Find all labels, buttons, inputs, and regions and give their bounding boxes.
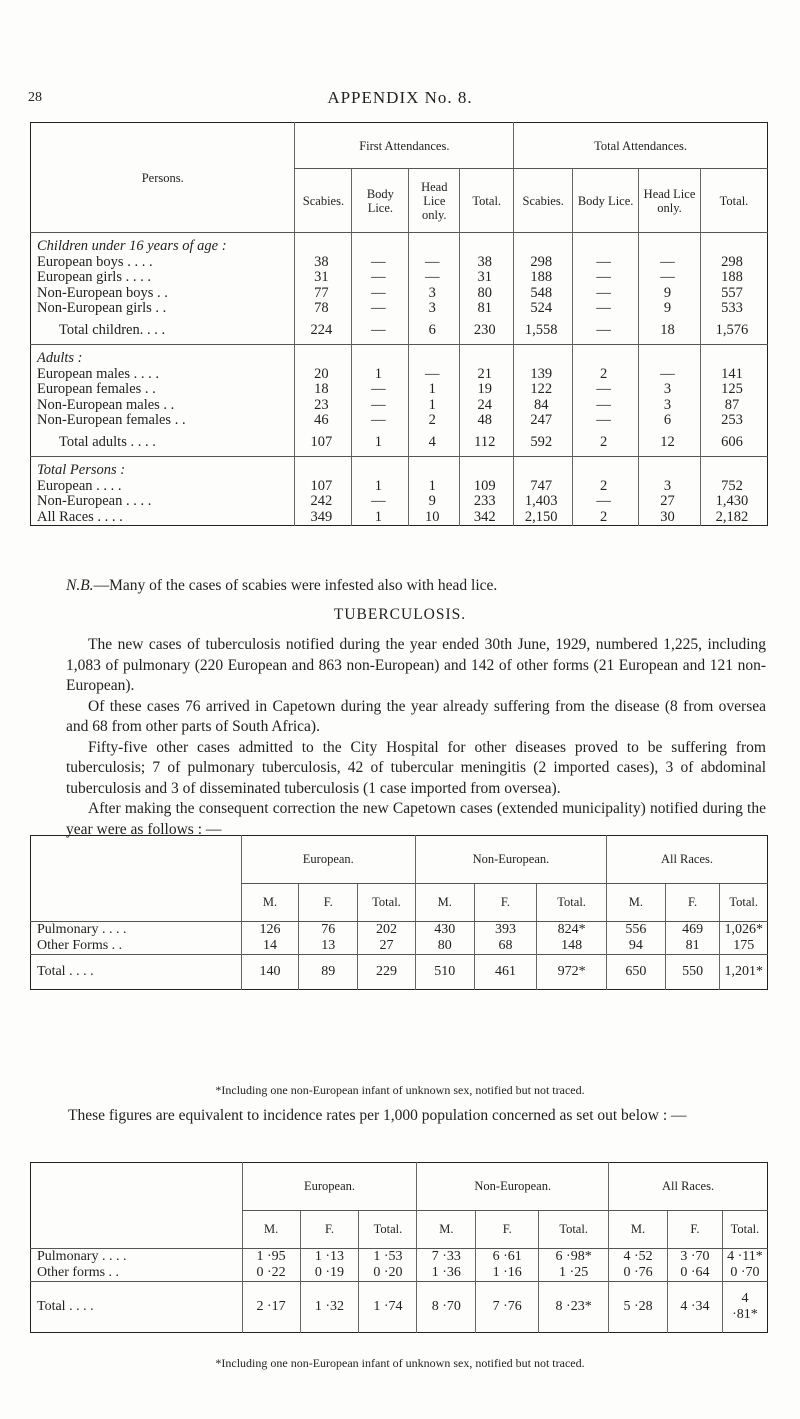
col-header: M. [417,1211,476,1249]
table-row [31,955,768,990]
cell-value: — [352,398,409,414]
cell-value: 1,576 [700,317,767,345]
cell-value: 10 [409,510,460,526]
col-header: Total. [359,1211,417,1249]
cell-value: 141 [700,367,767,383]
cell-value: 242 [295,494,352,510]
cell-value: — [573,494,639,510]
cell-value: 18 [295,382,352,398]
cell-value: 349 [295,510,352,526]
scabies-attendance-table [30,122,768,526]
nb-text: —Many of the cases of scabies were infested also with head lice. [93,577,498,594]
cell-value: 3 ·70 [668,1249,723,1266]
col-header: Body Lice. [573,169,639,233]
group-header: All Races. [609,1163,768,1211]
col-header: M. [241,884,299,922]
group-header: European. [241,836,415,884]
cell-value: 229 [358,955,416,990]
col-header: Total. [700,169,767,233]
section-title: Children under 16 years of age : [37,238,227,254]
cell-value: 1,558 [514,317,573,345]
table-row [31,510,768,526]
cell-value: 1,026* [720,922,768,939]
cell-value: 0 ·19 [300,1265,359,1282]
cell-value: 81 [665,938,720,955]
col-header: Body Lice. [352,169,409,233]
cell-value: 87 [700,398,767,414]
cell-value: 31 [295,270,352,286]
cell-value: 1 ·74 [359,1282,417,1333]
table-row [31,286,768,302]
cell-value: 3 [409,286,460,302]
section-title: Adults : [37,350,83,366]
section-row [31,345,768,367]
cell-value: 0 ·64 [668,1265,723,1282]
page-header [0,88,800,112]
col-header: F. [665,884,720,922]
col-header: M. [242,1211,300,1249]
cell-value: 188 [700,270,767,286]
cell-value: 0 ·70 [722,1265,767,1282]
row-label: Non-European boys . . [37,284,168,301]
table-row [31,270,768,286]
cell-value: 18 [639,317,701,345]
col-header: Head Lice only. [409,169,460,233]
table-row [31,922,768,939]
incidence-rates-table [30,1162,768,1333]
cell-value: 1,201* [720,955,768,990]
cell-value: 2,150 [514,510,573,526]
col-header: M. [609,1211,668,1249]
table-row [31,938,768,955]
cell-value: 1 [352,367,409,383]
cell-value: — [639,367,701,383]
cell-value: 78 [295,301,352,317]
rates-intro [46,1106,766,1127]
row-label: Total . . . . [31,1282,243,1333]
cell-value: 253 [700,413,767,429]
persons-header: Persons. [31,123,295,233]
cell-value: 233 [460,494,514,510]
row-label: Non-European females . . [37,412,186,428]
cell-value: 1,403 [514,494,573,510]
cell-value: — [573,413,639,429]
row-label: Other Forms . . [37,938,123,953]
cell-value: 1 [352,510,409,526]
cell-value: 9 [639,286,701,302]
page-number: 28 [28,90,42,105]
row-label: All Races . . . . [37,508,123,525]
cell-value: 6 ·61 [476,1249,539,1266]
cell-value: 4 ·52 [609,1249,668,1266]
col-header: Total. [720,884,768,922]
cell-value: 6 ·98* [539,1249,609,1266]
cell-value: 27 [358,938,416,955]
cell-value: 12 [639,429,701,457]
cell-value: 68 [474,938,537,955]
cell-value: 24 [460,398,514,414]
tuberculosis-cases-table [30,835,768,990]
cell-value: 1 [409,479,460,495]
cell-value: — [409,367,460,383]
row-label: Non-European . . . . [37,493,152,509]
cell-value: — [573,398,639,414]
cell-value: 824* [537,922,607,939]
cell-value: 125 [700,382,767,398]
cell-value: 298 [514,255,573,271]
group-header: Non-European. [417,1163,609,1211]
cell-value: 107 [295,479,352,495]
cell-value: 1 ·25 [539,1265,609,1282]
cell-value: — [352,270,409,286]
cell-value: 224 [295,317,352,345]
col-header: Scabies. [514,169,573,233]
paragraph: Of these cases 76 arrived in Capetown during the year already suffering from the disease (8 from oversea and 68 from other parts of South Africa). [66,697,766,735]
cell-value: 107 [295,429,352,457]
page-title: APPENDIX No. 8. [327,88,473,107]
cell-value: — [352,413,409,429]
cell-value: 461 [474,955,537,990]
cell-value: 122 [514,382,573,398]
col-header: Total. [537,884,607,922]
cell-value: 8 ·23* [539,1282,609,1333]
cell-value: 247 [514,413,573,429]
cell-value: 752 [700,479,767,495]
section-row [31,233,768,255]
cell-value: 4 ·81* [722,1282,767,1333]
col-header: Total. [539,1211,609,1249]
cell-value: — [573,255,639,271]
cell-value: 175 [720,938,768,955]
table-row [31,1265,768,1282]
cell-value: — [639,255,701,271]
cell-value: — [573,270,639,286]
cell-value: — [573,286,639,302]
cell-value: 650 [606,955,665,990]
cell-value: 76 [299,922,358,939]
cell-value: 2 [409,413,460,429]
row-label: Non-European girls . . [37,300,167,316]
group-header: All Races. [606,836,767,884]
cell-value: — [352,286,409,302]
table-row [31,255,768,271]
col-header: Total. [722,1211,767,1249]
col-header: Total. [460,169,514,233]
cell-value: 7 ·76 [476,1282,539,1333]
cell-value: 1 ·32 [300,1282,359,1333]
cell-value: 2,182 [700,510,767,526]
col-header: F. [668,1211,723,1249]
total-attendances-header: Total Attendances. [514,123,768,169]
cell-value: 557 [700,286,767,302]
group-header: Non-European. [415,836,606,884]
col-header: Total. [358,884,416,922]
cell-value: 3 [409,301,460,317]
cell-value: 8 ·70 [417,1282,476,1333]
cell-value: 556 [606,922,665,939]
cell-value: — [573,317,639,345]
paragraph: The new cases of tuberculosis notified during the year ended 30th June, 1929, numbered 1,225, including 1,083 of pulmonary (220 European and 863 non-European) and 142 of other forms (21 European and 121 non-European). [66,636,766,694]
cell-value: 533 [700,301,767,317]
cell-value: 112 [460,429,514,457]
cell-value: 230 [460,317,514,345]
row-label: European males . . . . [37,365,160,382]
cell-value: 38 [460,255,514,271]
cell-value: 30 [639,510,701,526]
row-label: Total . . . . [31,955,242,990]
cell-value: 393 [474,922,537,939]
nb-prefix: N.B. [66,577,94,594]
col-header: Scabies. [295,169,352,233]
cell-value: 606 [700,429,767,457]
cell-value: 1 [409,398,460,414]
cell-value: 80 [460,286,514,302]
row-label: Total adults . . . . [31,429,295,457]
row-label: European girls . . . . [37,269,151,285]
cell-value: 4 ·34 [668,1282,723,1333]
cell-value: 510 [415,955,474,990]
cell-value: 20 [295,367,352,383]
cell-value: 89 [299,955,358,990]
row-label: Pulmonary . . . . [37,1249,127,1264]
paragraph: Fifty-five other cases admitted to the City Hospital for other diseases proved to be suffering from tuberculosis; 7 of pulmonary tuberculosis, 42 of tubercular meningitis (2 imported cases), 3 of abdominal tuberculosis and 3 of disseminated tuberculosis (1 case imported from oversea). [66,738,766,797]
cell-value: 7 ·33 [417,1249,476,1266]
col-header: M. [606,884,665,922]
cell-value: — [352,255,409,271]
col-header: F. [299,884,358,922]
cell-value: 1 ·36 [417,1265,476,1282]
row-label: Total children. . . . [31,317,295,345]
cell-value: 3 [639,479,701,495]
cell-value: — [352,382,409,398]
footnote: *Including one non-European infant of unknown sex, notified but not traced. [215,1356,585,1370]
cell-value: 524 [514,301,573,317]
cell-value: 6 [639,413,701,429]
cell-value: — [352,494,409,510]
cell-value: 5 ·28 [609,1282,668,1333]
row-label: European boys . . . . [37,253,153,270]
cell-value: 1 [409,382,460,398]
cell-value: 48 [460,413,514,429]
cell-value: 592 [514,429,573,457]
cell-value: 2 [573,367,639,383]
table-row [31,317,768,345]
footnote: *Including one non-European infant of unknown sex, notified but not traced. [215,1083,585,1097]
cell-value: 2 [573,510,639,526]
cell-value: 81 [460,301,514,317]
table-row [31,413,768,429]
table-row [31,479,768,495]
cell-value: 1 ·13 [300,1249,359,1266]
col-header: Head Lice only. [639,169,701,233]
col-header: M. [415,884,474,922]
cell-value: 21 [460,367,514,383]
col-header: F. [476,1211,539,1249]
cell-value: 9 [639,301,701,317]
cell-value: 94 [606,938,665,955]
cell-value: — [352,317,409,345]
paragraph: These figures are equivalent to incidence rates per 1,000 population concerned as set out below : — [68,1107,687,1124]
cell-value: 3 [639,398,701,414]
cell-value: 1 ·16 [476,1265,539,1282]
cell-value: 38 [295,255,352,271]
cell-value: 747 [514,479,573,495]
nb-note [66,576,766,597]
table-row [31,398,768,414]
cell-value: 2 [573,429,639,457]
cell-value: 139 [514,367,573,383]
cell-value: 1 ·53 [359,1249,417,1266]
cell-value: — [573,301,639,317]
col-header: F. [300,1211,359,1249]
table-row [31,1282,768,1333]
table-row [31,429,768,457]
cell-value: 0 ·76 [609,1265,668,1282]
cell-value: 548 [514,286,573,302]
cell-value: 148 [537,938,607,955]
first-attendances-header: First Attendances. [295,123,514,169]
cell-value: 140 [241,955,299,990]
cell-value: 3 [639,382,701,398]
cell-value: 4 [409,429,460,457]
cell-value: 126 [241,922,299,939]
cell-value: 2 [573,479,639,495]
cell-value: 342 [460,510,514,526]
paragraph: After making the consequent correction the new Capetown cases (extended municipality) notified during the year were as follows : — [66,800,766,838]
col-header: F. [474,884,537,922]
cell-value: 84 [514,398,573,414]
cell-value: 1 [352,479,409,495]
cell-value: 2 ·17 [242,1282,300,1333]
row-label: European . . . . [37,477,122,494]
row-label: Pulmonary . . . . [37,922,127,937]
cell-value: 1,430 [700,494,767,510]
cell-value: 0 ·22 [242,1265,300,1282]
table-row [31,301,768,317]
cell-value: 298 [700,255,767,271]
cell-value: 109 [460,479,514,495]
cell-value: 13 [299,938,358,955]
section-title-tuberculosis: TUBERCULOSIS. [333,606,467,623]
row-label: Non-European males . . [37,396,175,413]
cell-value: 1 ·95 [242,1249,300,1266]
table-row [31,494,768,510]
cell-value: 550 [665,955,720,990]
cell-value: 46 [295,413,352,429]
cell-value: — [352,301,409,317]
section-row [31,457,768,479]
cell-value: — [409,255,460,271]
cell-value: 77 [295,286,352,302]
cell-value: — [409,270,460,286]
cell-value: 27 [639,494,701,510]
cell-value: 14 [241,938,299,955]
cell-value: 9 [409,494,460,510]
row-label: European females . . [37,381,156,397]
cell-value: 31 [460,270,514,286]
cell-value: 430 [415,922,474,939]
cell-value: 469 [665,922,720,939]
cell-value: 19 [460,382,514,398]
cell-value: 0 ·20 [359,1265,417,1282]
cell-value: 80 [415,938,474,955]
cell-value: 188 [514,270,573,286]
section-title: Total Persons : [37,462,126,478]
table-row [31,367,768,383]
cell-value: — [639,270,701,286]
cell-value: 972* [537,955,607,990]
cell-value: 1 [352,429,409,457]
group-header: European. [242,1163,417,1211]
cell-value: 4 ·11* [722,1249,767,1266]
table-row [31,1249,768,1266]
table-row [31,382,768,398]
row-label: Other forms . . [37,1265,120,1280]
cell-value: 202 [358,922,416,939]
cell-value: 6 [409,317,460,345]
cell-value: 23 [295,398,352,414]
tuberculosis-text [66,635,766,840]
cell-value: — [573,382,639,398]
